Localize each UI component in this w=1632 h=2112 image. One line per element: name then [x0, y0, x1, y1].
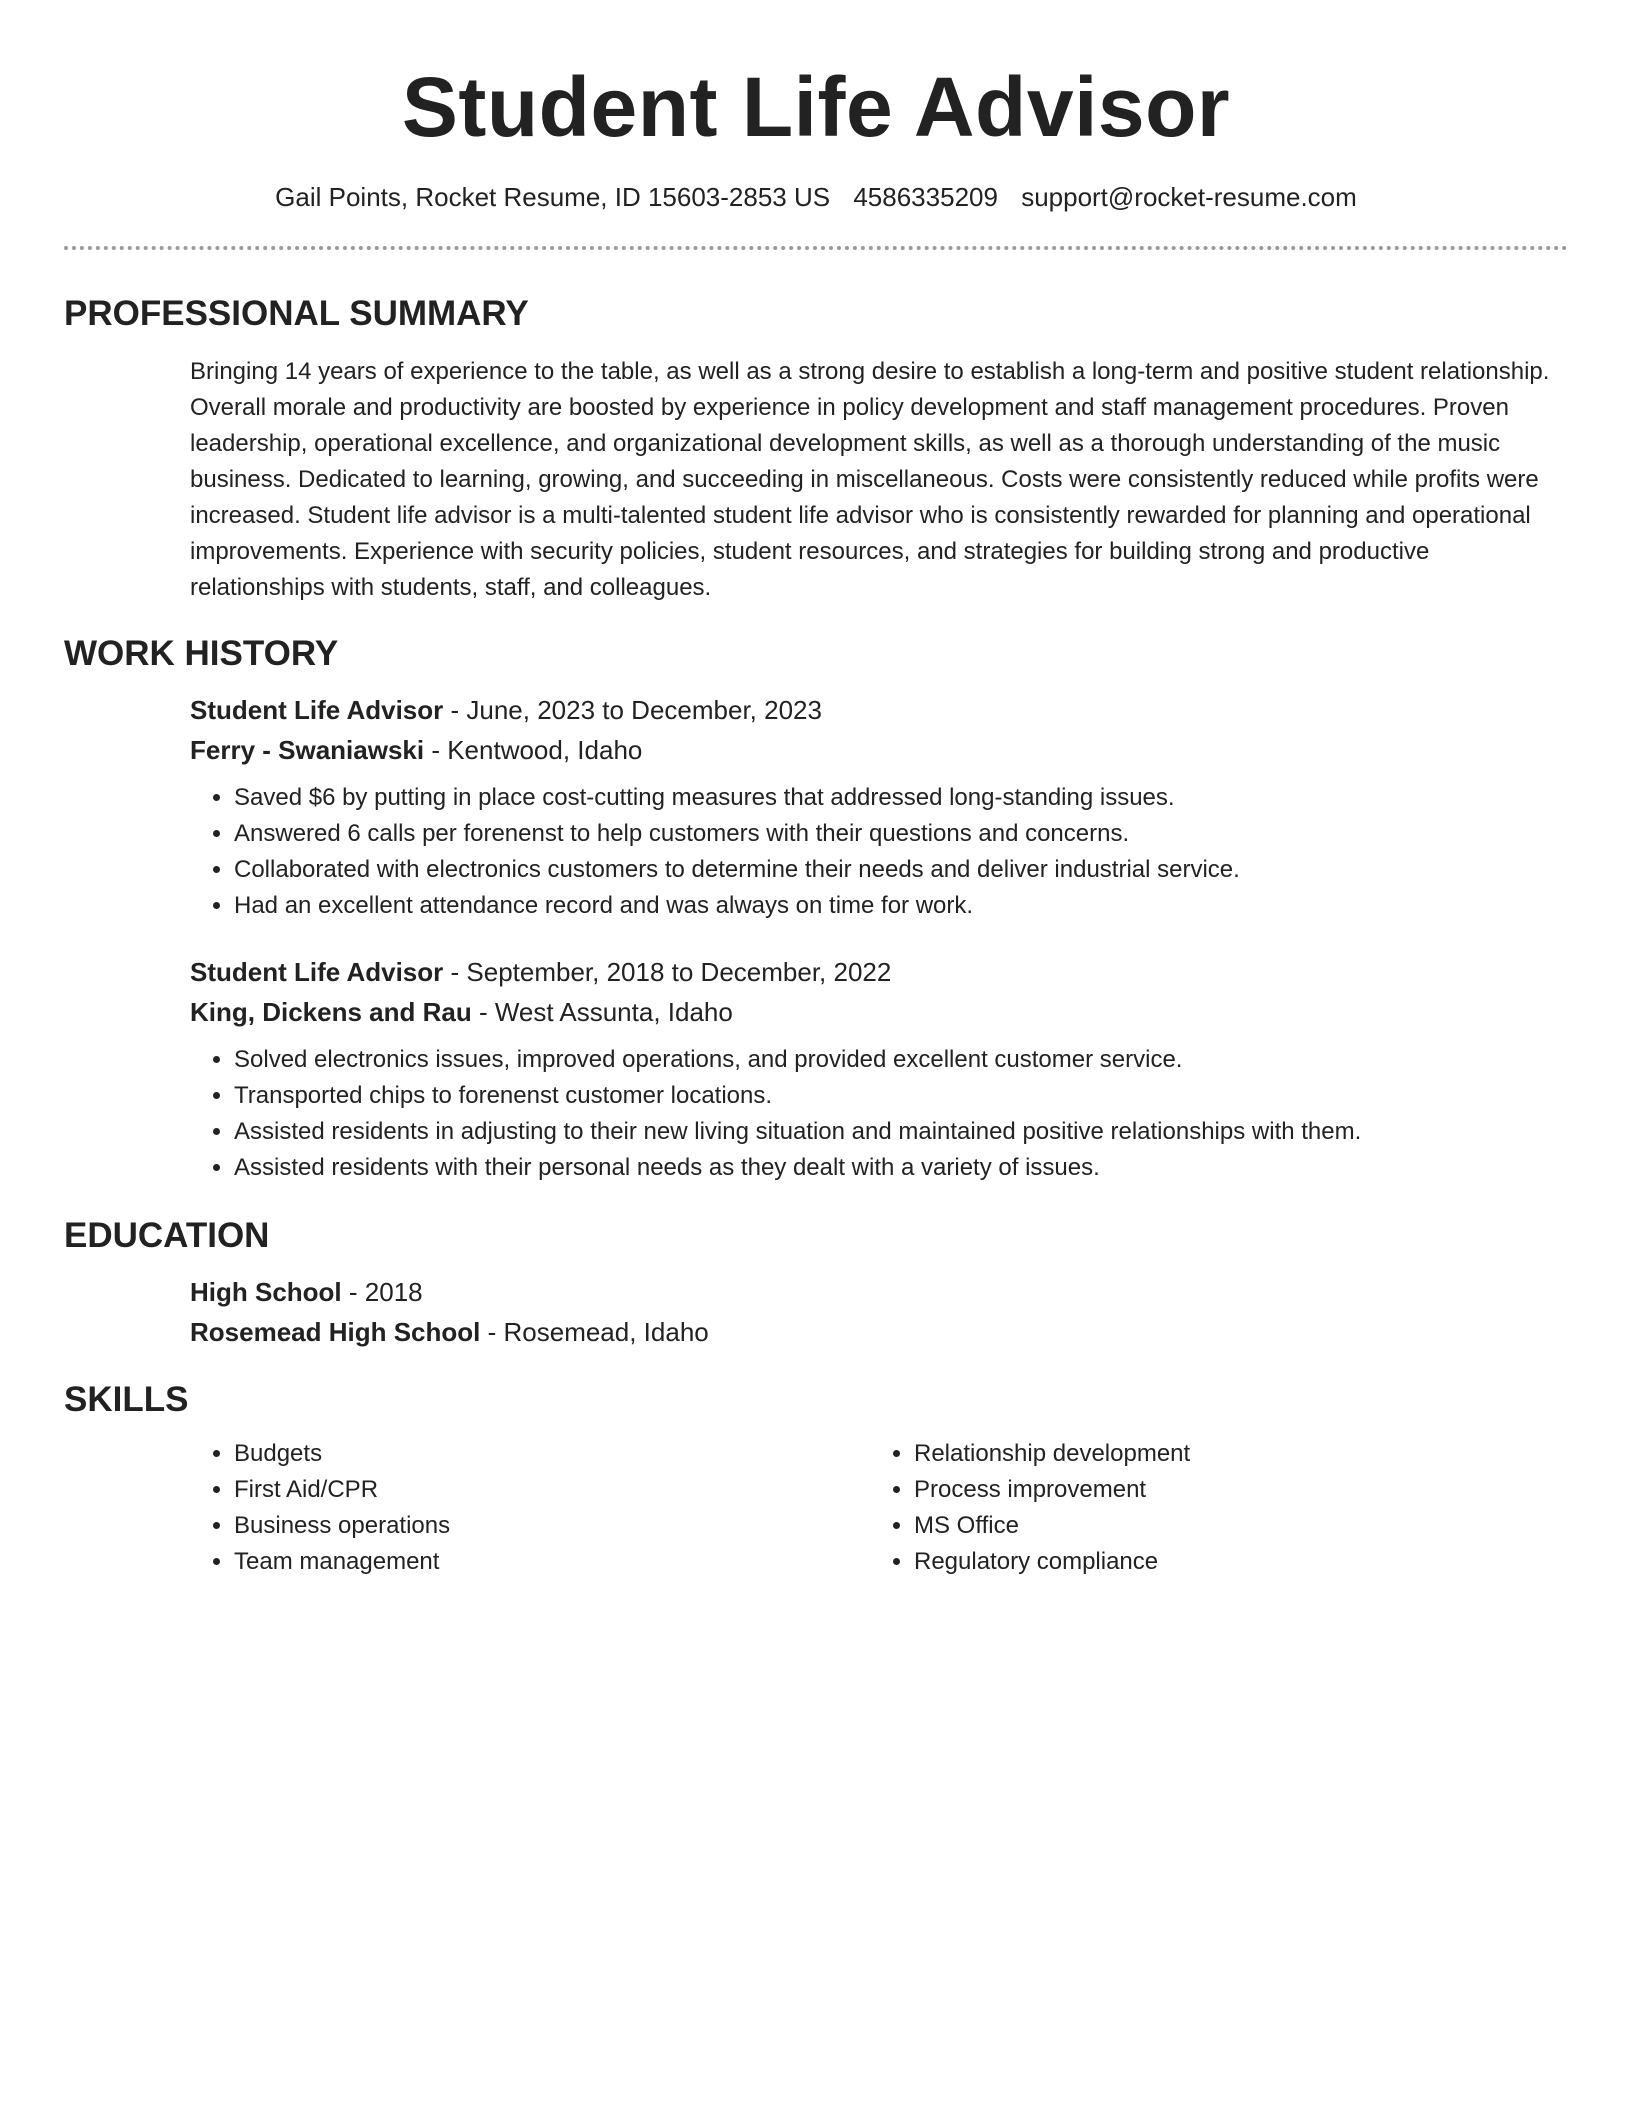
summary-text: Bringing 14 years of experience to the table, as well as a strong desire to establish a long-term and positive student relationship. Overall morale and productivity are boosted by experience in policy development and staff management procedures. Proven leadership, operational excellence, and organizational development skills, as well as a thorough understanding of the music business. Dedicated to learning, growing, and succeeding in miscellaneous. Costs were consistently reduced while profits were increased. Student life advisor is a multi-talented student life advisor who is consistently rewarded for planning and operational improvements. Experience with security policies, student resources, and strategies for building strong and productive relationships with students, staff, and colleagues.	[190, 358, 1550, 601]
job-role: Student Life Advisor	[190, 957, 444, 987]
school-line	[190, 1312, 1568, 1352]
skills-list	[870, 1436, 1550, 1580]
job-bullets	[190, 1042, 1568, 1186]
contact-address: Gail Points, Rocket Resume, ID 15603-2853 US	[275, 182, 831, 212]
skill-item: • Budgets	[234, 1436, 870, 1472]
skill-item: • Regulatory compliance	[914, 1544, 1550, 1580]
job-bullet: • Transported chips to forenenst customer locations.	[234, 1078, 1568, 1114]
job-bullet: • Assisted residents in adjusting to their new living situation and maintained positive relationships with them.	[234, 1114, 1568, 1150]
graduation-year: - 2018	[341, 1277, 423, 1307]
skill-item: • First Aid/CPR	[234, 1472, 870, 1508]
skill-item: • Process improvement	[914, 1472, 1550, 1508]
job-bullet: • Assisted residents with their personal needs as they dealt with a variety of issues.	[234, 1150, 1568, 1186]
job-entry	[190, 952, 1568, 1186]
job-bullet: • Saved $6 by putting in place cost-cutting measures that addressed long-standing issues.	[234, 780, 1568, 816]
skills-column-right	[870, 1436, 1550, 1580]
skill-item: • Business operations	[234, 1508, 870, 1544]
skills-column-left	[190, 1436, 870, 1580]
job-bullet: • Had an excellent attendance record and was always on time for work.	[234, 888, 1568, 924]
job-dates: - September, 2018 to December, 2022	[443, 957, 892, 987]
school-name: Rosemead High School	[190, 1317, 481, 1347]
job-company-line	[190, 992, 1568, 1032]
school-location: - Rosemead, Idaho	[480, 1317, 709, 1347]
work-history-list	[190, 690, 1568, 1186]
job-company: Ferry - Swaniawski	[190, 735, 425, 765]
job-bullet: • Solved electronics issues, improved operations, and provided excellent customer service.	[234, 1042, 1568, 1078]
skill-item: • Relationship development	[914, 1436, 1550, 1472]
job-role: Student Life Advisor	[190, 695, 444, 725]
education-entry	[190, 1272, 1568, 1352]
job-title-line	[190, 952, 1568, 992]
job-location: - West Assunta, Idaho	[471, 997, 733, 1027]
skills-grid	[190, 1436, 1568, 1580]
degree-line	[190, 1272, 1568, 1312]
contact-email: support@rocket-resume.com	[1021, 182, 1357, 212]
skills-heading: SKILLS	[64, 1380, 189, 1419]
header-divider	[64, 246, 1568, 250]
education-heading: EDUCATION	[64, 1216, 270, 1255]
job-bullet: • Answered 6 calls per forenenst to help customers with their questions and concerns.	[234, 816, 1568, 852]
skill-item: • MS Office	[914, 1508, 1550, 1544]
job-entry	[190, 690, 1568, 924]
summary-heading: PROFESSIONAL SUMMARY	[64, 294, 529, 333]
job-title-line	[190, 690, 1568, 730]
job-company-line	[190, 730, 1568, 770]
skills-list	[190, 1436, 870, 1580]
contact-phone: 4586335209	[853, 182, 998, 212]
degree: High School	[190, 1277, 342, 1307]
contact-line	[64, 180, 1568, 214]
job-bullets	[190, 780, 1568, 924]
job-bullet: • Collaborated with electronics customers to determine their needs and deliver industrial service.	[234, 852, 1568, 888]
resume-name: Student Life Advisor	[401, 60, 1231, 154]
job-company: King, Dickens and Rau	[190, 997, 472, 1027]
job-location: - Kentwood, Idaho	[424, 735, 643, 765]
skill-item: • Team management	[234, 1544, 870, 1580]
job-dates: - June, 2023 to December, 2023	[443, 695, 822, 725]
work-history-heading: WORK HISTORY	[64, 634, 339, 673]
